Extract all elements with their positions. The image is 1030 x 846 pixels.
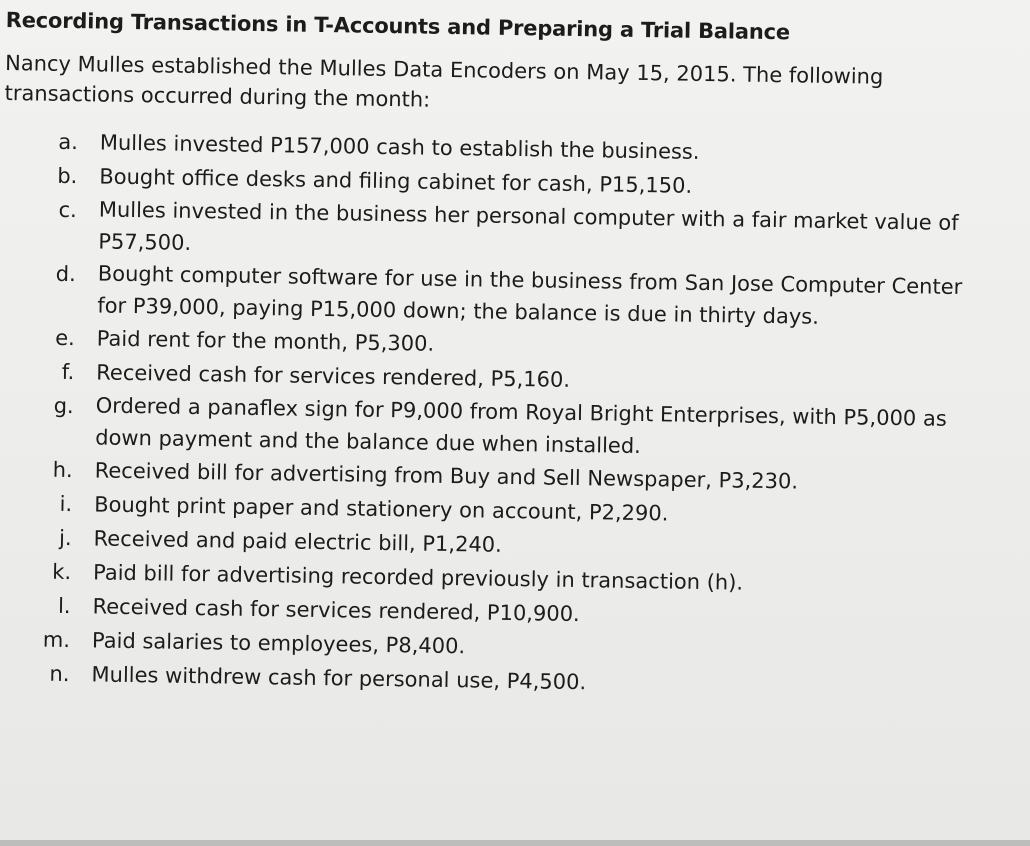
item-marker: k. bbox=[52, 559, 72, 585]
item-marker: f. bbox=[61, 359, 75, 385]
item-text: Received bill for advertising from Buy and Sell Newspaper, P3,230. bbox=[94, 458, 799, 494]
item-text: Paid rent for the month, P5,300. bbox=[96, 326, 435, 356]
item-marker: j. bbox=[58, 525, 72, 551]
item-text: Mulles withdrew cash for personal use, P4,500. bbox=[91, 662, 587, 695]
item-text: Mulles invested P157,000 cash to establish the business. bbox=[99, 130, 700, 164]
item-text: Received and paid electric bill, P1,240. bbox=[93, 526, 503, 557]
item-marker: l. bbox=[57, 593, 71, 619]
item-text: Received cash for services rendered, P5,160. bbox=[96, 360, 571, 392]
transaction-list bbox=[0, 124, 994, 705]
item-text: Received cash for services rendered, P10,900. bbox=[92, 594, 580, 627]
item-text: Ordered a panaflex sign for P9,000 from Royal Bright Enterprises, with P5,000 as down payment and the balance due when installed. bbox=[95, 393, 947, 459]
item-text: Paid bill for advertising recorded previously in transaction (h). bbox=[92, 560, 744, 595]
item-marker: g. bbox=[53, 393, 74, 419]
item-marker: h. bbox=[52, 457, 73, 483]
item-marker: b. bbox=[57, 163, 78, 189]
item-text: Bought print paper and stationery on account, P2,290. bbox=[93, 492, 669, 526]
item-marker: i. bbox=[59, 491, 73, 517]
item-text: Mulles invested in the business her personal computer with a fair market value of P57,500. bbox=[98, 197, 959, 255]
item-text: Paid salaries to employees, P8,400. bbox=[91, 628, 466, 659]
page-title: Recording Transactions in T-Accounts and Preparing a Trial Balance bbox=[5, 7, 791, 45]
item-text: Bought computer software for use in the business from San Jose Computer Center for P39,000, paying P15,000 down; the balance is due in thirty days. bbox=[97, 261, 963, 329]
item-marker: c. bbox=[58, 197, 77, 223]
item-marker: m. bbox=[42, 627, 71, 653]
intro-paragraph: Nancy Mulles established the Mulles Data Encoders on May 15, 2015. The following transactions occurred during the month: bbox=[4, 50, 884, 112]
document-content bbox=[0, 6, 996, 705]
item-text: Bought office desks and filing cabinet for cash, P15,150. bbox=[99, 164, 693, 198]
item-marker: n. bbox=[49, 661, 70, 687]
item-marker: a. bbox=[58, 129, 79, 155]
item-marker: d. bbox=[55, 261, 76, 287]
item-marker: e. bbox=[54, 325, 75, 351]
